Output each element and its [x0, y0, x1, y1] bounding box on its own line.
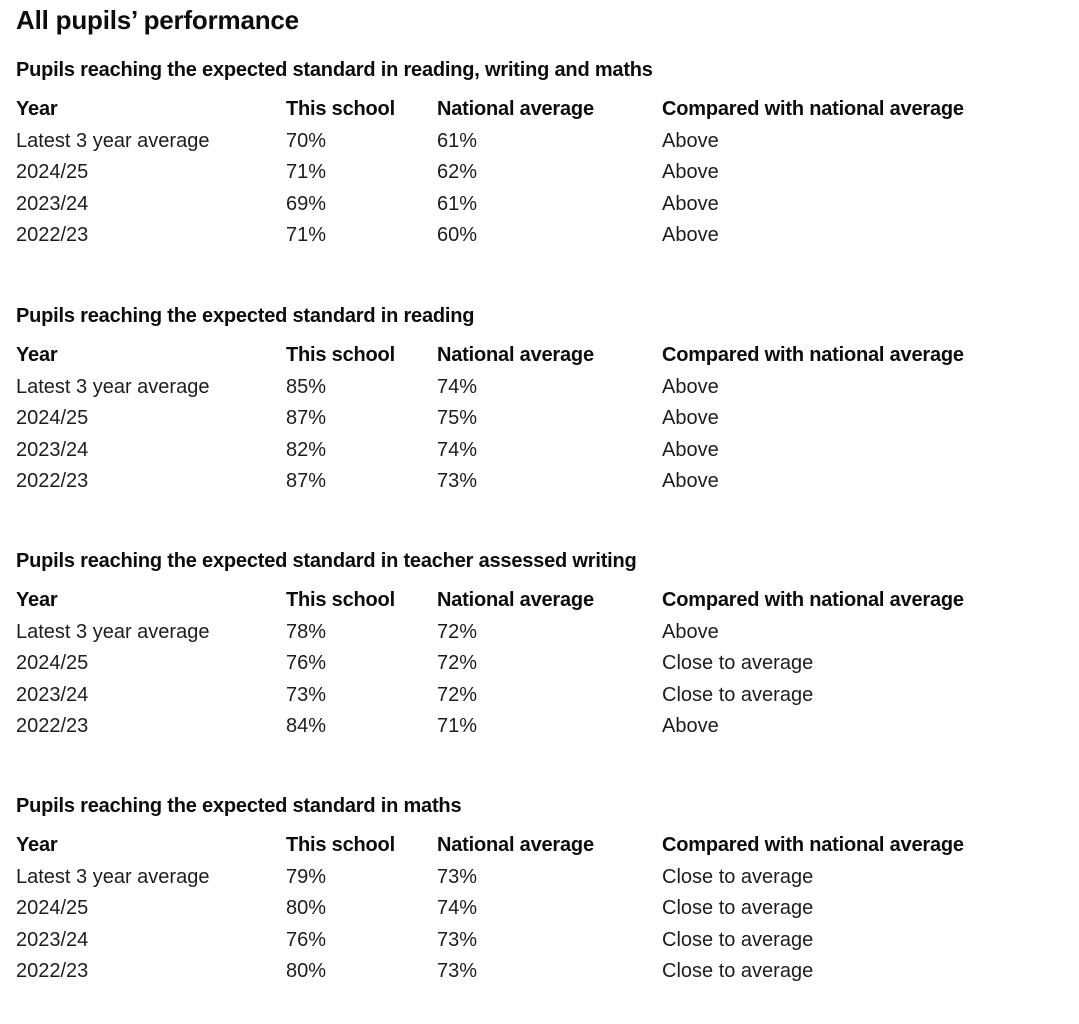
column-header-national-average: National average: [437, 589, 594, 612]
cell-year: 2024/25: [16, 652, 89, 675]
cell-compared: Above: [662, 192, 719, 215]
column-header-national-average: National average: [437, 344, 594, 367]
page-title: All pupils’ performance: [16, 5, 299, 35]
cell-compared: Close to average: [662, 652, 814, 675]
cell-national-average: 62%: [437, 161, 478, 184]
cell-year: Latest 3 year average: [16, 865, 210, 888]
section-heading: Pupils reaching the expected standard in reading: [16, 305, 475, 327]
cell-national-average: 72%: [437, 652, 478, 675]
cell-national-average: 61%: [437, 129, 478, 152]
cell-this-school: 73%: [286, 683, 327, 706]
table-row: [16, 435, 1016, 467]
performance-table: [16, 94, 1016, 252]
cell-national-average: 72%: [437, 620, 478, 643]
column-header-this-school: This school: [286, 834, 395, 857]
cell-year: 2024/25: [16, 407, 89, 430]
section-heading: Pupils reaching the expected standard in reading, writing and maths: [16, 59, 653, 81]
column-header-year: Year: [16, 834, 58, 857]
cell-national-average: 74%: [437, 897, 478, 920]
column-header-year: Year: [16, 98, 58, 121]
table-row: [16, 893, 1016, 925]
cell-this-school: 85%: [286, 375, 327, 398]
performance-table: [16, 585, 1016, 743]
column-header-compared: Compared with national average: [662, 589, 964, 612]
cell-national-average: 74%: [437, 438, 478, 461]
cell-year: Latest 3 year average: [16, 375, 210, 398]
cell-year: 2022/23: [16, 960, 89, 983]
cell-this-school: 80%: [286, 897, 327, 920]
cell-compared: Above: [662, 438, 719, 461]
cell-compared: Above: [662, 715, 719, 738]
section-maths: [16, 794, 1016, 988]
column-header-compared: Compared with national average: [662, 834, 964, 857]
column-header-year: Year: [16, 344, 58, 367]
cell-this-school: 78%: [286, 620, 327, 643]
cell-year: 2022/23: [16, 470, 89, 493]
column-header-compared: Compared with national average: [662, 98, 964, 121]
cell-this-school: 87%: [286, 470, 327, 493]
cell-this-school: 71%: [286, 161, 327, 184]
table-row: [16, 157, 1016, 189]
table-row: [16, 617, 1016, 649]
cell-year: Latest 3 year average: [16, 620, 210, 643]
cell-national-average: 73%: [437, 865, 478, 888]
performance-table: [16, 830, 1016, 988]
performance-table: [16, 340, 1016, 498]
cell-year: 2022/23: [16, 715, 89, 738]
cell-this-school: 71%: [286, 224, 327, 247]
cell-national-average: 73%: [437, 470, 478, 493]
cell-this-school: 79%: [286, 865, 327, 888]
cell-compared: Above: [662, 375, 719, 398]
cell-compared: Close to average: [662, 928, 814, 951]
cell-compared: Above: [662, 161, 719, 184]
table-row: [16, 403, 1016, 435]
cell-compared: Above: [662, 470, 719, 493]
cell-year: 2023/24: [16, 683, 89, 706]
cell-this-school: 69%: [286, 192, 327, 215]
table-row: [16, 925, 1016, 957]
section-teacher-assessed-writing: [16, 549, 1016, 743]
section-heading: Pupils reaching the expected standard in teacher assessed writing: [16, 550, 637, 572]
column-header-this-school: This school: [286, 98, 395, 121]
table-row: [16, 680, 1016, 712]
cell-national-average: 71%: [437, 715, 478, 738]
cell-compared: Close to average: [662, 683, 814, 706]
column-header-compared: Compared with national average: [662, 344, 964, 367]
column-header-this-school: This school: [286, 344, 395, 367]
column-header-national-average: National average: [437, 98, 594, 121]
cell-national-average: 75%: [437, 407, 478, 430]
cell-national-average: 61%: [437, 192, 478, 215]
cell-year: 2024/25: [16, 897, 89, 920]
cell-this-school: 80%: [286, 960, 327, 983]
cell-year: 2023/24: [16, 928, 89, 951]
cell-compared: Above: [662, 620, 719, 643]
cell-this-school: 82%: [286, 438, 327, 461]
cell-year: 2022/23: [16, 224, 89, 247]
cell-national-average: 72%: [437, 683, 478, 706]
table-row: [16, 862, 1016, 894]
table-row: [16, 189, 1016, 221]
table-row: [16, 956, 1016, 988]
table-row: [16, 126, 1016, 158]
table-row: [16, 466, 1016, 498]
cell-this-school: 76%: [286, 652, 327, 675]
cell-compared: Close to average: [662, 865, 814, 888]
cell-this-school: 84%: [286, 715, 327, 738]
cell-year: Latest 3 year average: [16, 129, 210, 152]
cell-national-average: 60%: [437, 224, 478, 247]
column-header-national-average: National average: [437, 834, 594, 857]
cell-year: 2024/25: [16, 161, 89, 184]
cell-compared: Close to average: [662, 897, 814, 920]
cell-national-average: 73%: [437, 928, 478, 951]
table-header-row: [16, 585, 1016, 617]
cell-compared: Above: [662, 129, 719, 152]
section-reading-writing-maths: [16, 58, 1016, 252]
section-reading: [16, 304, 1016, 498]
cell-compared: Close to average: [662, 960, 814, 983]
table-row: [16, 220, 1016, 252]
cell-compared: Above: [662, 407, 719, 430]
cell-year: 2023/24: [16, 192, 89, 215]
cell-national-average: 73%: [437, 960, 478, 983]
table-header-row: [16, 340, 1016, 372]
table-header-row: [16, 830, 1016, 862]
column-header-this-school: This school: [286, 589, 395, 612]
column-header-year: Year: [16, 589, 58, 612]
table-header-row: [16, 94, 1016, 126]
section-heading: Pupils reaching the expected standard in maths: [16, 795, 462, 817]
cell-national-average: 74%: [437, 375, 478, 398]
table-row: [16, 711, 1016, 743]
cell-this-school: 70%: [286, 129, 327, 152]
cell-this-school: 76%: [286, 928, 327, 951]
cell-this-school: 87%: [286, 407, 327, 430]
table-row: [16, 648, 1016, 680]
table-row: [16, 372, 1016, 404]
cell-compared: Above: [662, 224, 719, 247]
cell-year: 2023/24: [16, 438, 89, 461]
